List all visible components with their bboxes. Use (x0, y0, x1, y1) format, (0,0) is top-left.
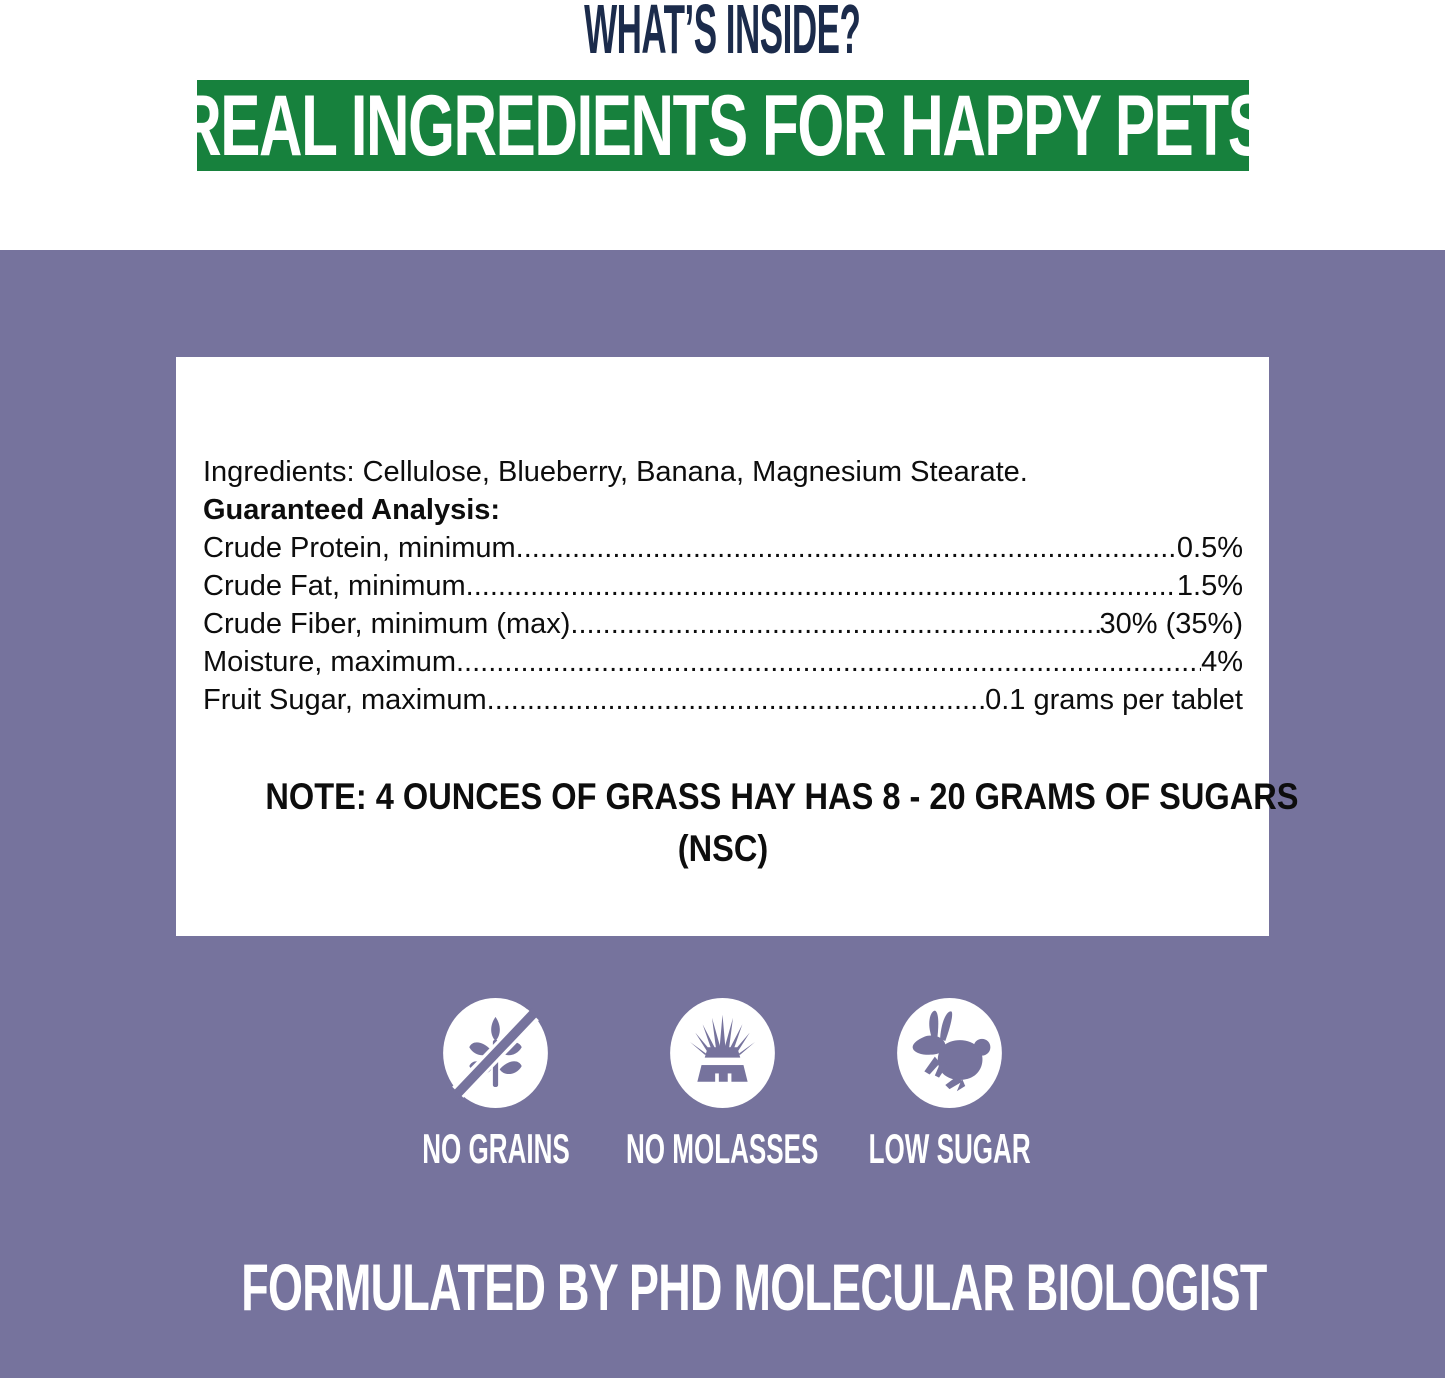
analysis-row-moisture (203, 643, 1243, 681)
dot-leader (570, 605, 1099, 643)
low-sugar-icon (897, 998, 1002, 1108)
ingredients-line: Ingredients: Cellulose, Blueberry, Banana, Magnesium Stearate. (203, 456, 1028, 488)
note-line1: NOTE: 4 OUNCES OF GRASS HAY HAS 8 - 20 GRAMS OF SUGARS (265, 776, 1299, 817)
feature-no-grains (421, 998, 570, 1172)
dot-leader (516, 529, 1177, 567)
feature-label: NO GRAINS (421, 1125, 570, 1172)
row-label: Crude Fiber, minimum (max) (203, 608, 571, 640)
sugar-note (203, 771, 1299, 875)
footer-text: FORMULATED BY PHD MOLECULAR BIOLOGIST (241, 1250, 1267, 1324)
guaranteed-analysis-panel (176, 357, 1299, 936)
row-value: 4% (1201, 646, 1243, 678)
no-grains-icon (443, 998, 548, 1108)
feature-label: NO MOLASSES (626, 1125, 819, 1172)
feature-low-sugar (868, 998, 1031, 1172)
analysis-row-crude-fiber (203, 605, 1243, 643)
dot-leader (456, 643, 1201, 681)
page-title (0, 0, 1445, 71)
row-value: 0.1 grams per tablet (985, 684, 1243, 716)
analysis-row-crude-fat (203, 567, 1243, 605)
banner-text: REAL INGREDIENTS FOR HAPPY PETS (178, 77, 1267, 174)
feature-no-molasses (626, 998, 819, 1172)
analysis-row-fruit-sugar (203, 681, 1243, 719)
body-section (0, 250, 1445, 1378)
no-molasses-icon (670, 998, 775, 1108)
dot-leader (487, 681, 985, 719)
analysis-heading: Guaranteed Analysis: (203, 494, 501, 526)
feature-label: LOW SUGAR (868, 1125, 1031, 1172)
page-title-text: WHAT’S INSIDE? (584, 0, 861, 68)
dot-leader (466, 567, 1177, 605)
green-banner (178, 77, 1267, 174)
row-value: 30% (35%) (1099, 608, 1243, 640)
analysis-row-crude-protein (203, 529, 1243, 567)
row-label: Fruit Sugar, maximum (203, 684, 487, 716)
header (0, 0, 1445, 250)
footer-claim (0, 1250, 1445, 1324)
row-label: Crude Protein, minimum (203, 532, 516, 564)
row-value: 0.5% (1176, 532, 1243, 564)
note-line2: (NSC) (677, 828, 769, 869)
row-label: Moisture, maximum (203, 646, 456, 678)
row-value: 1.5% (1176, 570, 1243, 602)
feature-badges (0, 998, 1445, 1170)
row-label: Crude Fat, minimum (203, 570, 466, 602)
